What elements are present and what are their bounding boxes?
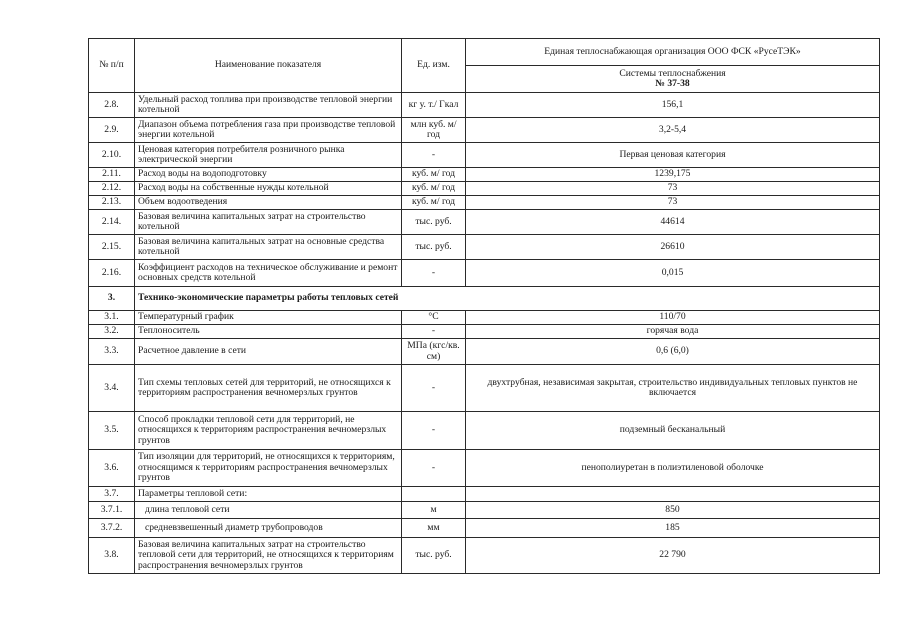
row-value bbox=[466, 487, 880, 502]
table-row bbox=[89, 143, 880, 168]
header-row-top bbox=[89, 39, 880, 66]
table-row bbox=[89, 487, 880, 502]
table-row bbox=[89, 210, 880, 235]
row-value: 0,6 (6,0) bbox=[466, 339, 880, 365]
row-unit: тыс. руб. bbox=[402, 210, 466, 235]
row-value: подземный бесканальный bbox=[466, 412, 880, 450]
table-row bbox=[89, 118, 880, 143]
row-unit: куб. м/ год bbox=[402, 196, 466, 210]
row-indicator: Удельный расход топлива при производстве тепловой энергии котельной bbox=[135, 93, 402, 118]
header-systems-number: № 37-38 bbox=[655, 78, 690, 89]
row-indicator: Базовая величина капитальных затрат на строительство тепловой сети для территорий, не относящихся к территориям распространения вечномерзлых грунтов bbox=[135, 538, 402, 574]
row-value: пенополиуретан в полиэтиленовой оболочке bbox=[466, 450, 880, 487]
row-unit: млн куб. м/год bbox=[402, 118, 466, 143]
header-unit: Ед. изм. bbox=[402, 39, 466, 93]
row-unit: тыс. руб. bbox=[402, 538, 466, 574]
row-value: Первая ценовая категория bbox=[466, 143, 880, 168]
row-number: 3.8. bbox=[89, 538, 135, 574]
row-unit bbox=[402, 487, 466, 502]
row-number: 2.10. bbox=[89, 143, 135, 168]
section-number: 3. bbox=[89, 287, 135, 311]
row-indicator: Объем водоотведения bbox=[135, 196, 402, 210]
row-indicator: Тип изоляции для территорий, не относящихся к территориям, относящимся к территориям распространения вечномерзлых грунтов bbox=[135, 450, 402, 487]
row-number: 2.9. bbox=[89, 118, 135, 143]
row-value: 26610 bbox=[466, 235, 880, 260]
section-row bbox=[89, 287, 880, 311]
row-value: 185 bbox=[466, 519, 880, 538]
row-value: 850 bbox=[466, 502, 880, 519]
row-value: двухтрубная, независимая закрытая, строительство индивидуальных тепловых пунктов не включается bbox=[466, 365, 880, 412]
row-indicator: Расчетное давление в сети bbox=[135, 339, 402, 365]
table-row bbox=[89, 538, 880, 574]
row-number: 3.7. bbox=[89, 487, 135, 502]
table-row bbox=[89, 450, 880, 487]
row-value: 1239,175 bbox=[466, 168, 880, 182]
row-value: 22 790 bbox=[466, 538, 880, 574]
indicators-table bbox=[88, 38, 880, 574]
row-number: 3.1. bbox=[89, 311, 135, 325]
row-unit: мм bbox=[402, 519, 466, 538]
row-indicator: Способ прокладки тепловой сети для территорий, не относящихся к территориям распространения вечномерзлых грунтов bbox=[135, 412, 402, 450]
row-number: 3.6. bbox=[89, 450, 135, 487]
row-number: 3.3. bbox=[89, 339, 135, 365]
row-value: 73 bbox=[466, 182, 880, 196]
row-number: 2.11. bbox=[89, 168, 135, 182]
header-systems bbox=[466, 66, 880, 93]
row-number: 3.5. bbox=[89, 412, 135, 450]
row-indicator: Температурный график bbox=[135, 311, 402, 325]
row-indicator: Расход воды на собственные нужды котельной bbox=[135, 182, 402, 196]
row-indicator: Базовая величина капитальных затрат на основные средства котельной bbox=[135, 235, 402, 260]
row-number: 3.7.2. bbox=[89, 519, 135, 538]
row-number: 2.14. bbox=[89, 210, 135, 235]
header-name: Наименование показателя bbox=[135, 39, 402, 93]
table-row bbox=[89, 412, 880, 450]
row-number: 3.4. bbox=[89, 365, 135, 412]
row-value: 3,2-5,4 bbox=[466, 118, 880, 143]
row-indicator: Тип схемы тепловых сетей для территорий, не относящихся к территориям распространения вечномерзлых грунтов bbox=[135, 365, 402, 412]
row-unit: кг у. т./ Гкал bbox=[402, 93, 466, 118]
row-indicator: Теплоноситель bbox=[135, 325, 402, 339]
row-number: 3.7.1. bbox=[89, 502, 135, 519]
row-unit: тыс. руб. bbox=[402, 235, 466, 260]
row-indicator: Диапазон объема потребления газа при производстве тепловой энергии котельной bbox=[135, 118, 402, 143]
table-row bbox=[89, 168, 880, 182]
row-value: 73 bbox=[466, 196, 880, 210]
table-row bbox=[89, 519, 880, 538]
row-unit: МПа (кгс/кв. см) bbox=[402, 339, 466, 365]
row-value: 110/70 bbox=[466, 311, 880, 325]
row-unit: °С bbox=[402, 311, 466, 325]
table-row bbox=[89, 93, 880, 118]
row-indicator: Базовая величина капитальных затрат на строительство котельной bbox=[135, 210, 402, 235]
row-indicator: Ценовая категория потребителя розничного рынка электрической энергии bbox=[135, 143, 402, 168]
table-row bbox=[89, 502, 880, 519]
table-row bbox=[89, 182, 880, 196]
row-number: 2.12. bbox=[89, 182, 135, 196]
row-value: 0,015 bbox=[466, 260, 880, 287]
row-value: горячая вода bbox=[466, 325, 880, 339]
section-title: Технико-экономические параметры работы тепловых сетей bbox=[135, 287, 880, 311]
row-unit: - bbox=[402, 365, 466, 412]
table-row bbox=[89, 365, 880, 412]
row-unit: м bbox=[402, 502, 466, 519]
row-indicator: Коэффициент расходов на техническое обслуживание и ремонт основных средств котельной bbox=[135, 260, 402, 287]
row-unit: - bbox=[402, 325, 466, 339]
row-unit: - bbox=[402, 412, 466, 450]
row-unit: куб. м/ год bbox=[402, 168, 466, 182]
header-organization: Единая теплоснабжающая организация ООО ФСК «РусеТЭК» bbox=[466, 39, 880, 66]
row-unit: - bbox=[402, 450, 466, 487]
row-unit: куб. м/ год bbox=[402, 182, 466, 196]
header-num: № п/п bbox=[89, 39, 135, 93]
row-number: 2.8. bbox=[89, 93, 135, 118]
row-number: 3.2. bbox=[89, 325, 135, 339]
table-row bbox=[89, 325, 880, 339]
row-indicator: средневзвешенный диаметр трубопроводов bbox=[135, 519, 402, 538]
row-number: 2.13. bbox=[89, 196, 135, 210]
row-value: 156,1 bbox=[466, 93, 880, 118]
row-value: 44614 bbox=[466, 210, 880, 235]
row-indicator: Расход воды на водоподготовку bbox=[135, 168, 402, 182]
table-row bbox=[89, 235, 880, 260]
row-number: 2.16. bbox=[89, 260, 135, 287]
row-indicator: длина тепловой сети bbox=[135, 502, 402, 519]
table-row bbox=[89, 260, 880, 287]
row-indicator: Параметры тепловой сети: bbox=[135, 487, 402, 502]
row-unit: - bbox=[402, 143, 466, 168]
table-row bbox=[89, 311, 880, 325]
row-unit: - bbox=[402, 260, 466, 287]
header-systems-label: Системы теплоснабжения bbox=[619, 67, 726, 79]
table-row bbox=[89, 196, 880, 210]
table-row bbox=[89, 339, 880, 365]
row-number: 2.15. bbox=[89, 235, 135, 260]
